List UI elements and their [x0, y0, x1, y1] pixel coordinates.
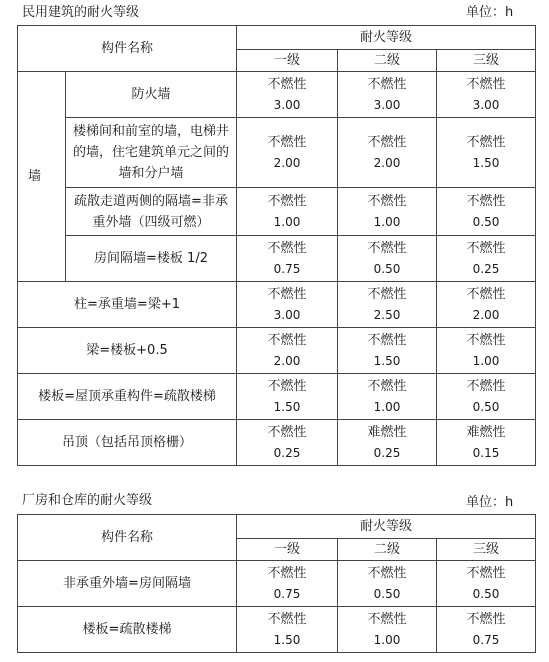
table1-cell: 不燃性 0.75 [237, 236, 338, 282]
table1-cell: 不燃性 2.00 [437, 282, 536, 328]
table2-level-3: 三级 [437, 539, 536, 561]
table1-cell: 不燃性 1.50 [338, 328, 437, 374]
table1-cell: 不燃性 0.25 [237, 420, 338, 466]
table1-cell: 不燃性 2.50 [338, 282, 437, 328]
table1-cell: 不燃性 3.00 [237, 72, 338, 118]
table1-cell: 不燃性 0.50 [338, 236, 437, 282]
table1-head-name: 构件名称 [18, 26, 237, 72]
table1-row-name: 梁=楼板+0.5 [18, 328, 237, 374]
table1-row-name: 楼板=屋顶承重构件=疏散楼梯 [18, 374, 237, 420]
table2-cell: 不燃性 0.50 [338, 561, 437, 607]
table1-cell: 不燃性 0.50 [437, 188, 536, 236]
table1-level-3: 三级 [437, 50, 536, 72]
table2-level-1: 一级 [237, 539, 338, 561]
table1-level-2: 二级 [338, 50, 437, 72]
table2-head-grade: 耐火等级 [237, 515, 536, 539]
table1-row-name: 楼梯间和前室的墙，电梯井的墙，住宅建筑单元之间的墙和分户墙 [66, 118, 237, 188]
table1-cell: 难燃性 0.15 [437, 420, 536, 466]
table1-level-1: 一级 [237, 50, 338, 72]
table1-caption: 民用建筑的耐火等级 [22, 5, 140, 20]
table2-level-2: 二级 [338, 539, 437, 561]
table1-row-name: 吊顶（包括吊顶格栅） [18, 420, 237, 466]
table2-cell: 不燃性 0.75 [437, 607, 536, 653]
table1-cell: 不燃性 2.00 [237, 118, 338, 188]
table1-cell: 不燃性 1.00 [237, 188, 338, 236]
table1-wall-group: 墙 [18, 72, 66, 282]
table1-cell: 不燃性 2.00 [338, 118, 437, 188]
table1-row-name: 防火墙 [66, 72, 237, 118]
table1-cell: 难燃性 0.25 [338, 420, 437, 466]
table2-cell: 不燃性 0.50 [437, 561, 536, 607]
table1-row-name: 柱=承重墙=梁+1 [18, 282, 237, 328]
table1-cell: 不燃性 1.00 [437, 328, 536, 374]
table2-row-name: 非承重外墙=房间隔墙 [18, 561, 237, 607]
table1-cell: 不燃性 0.25 [437, 236, 536, 282]
table1 [17, 25, 536, 466]
table1-cell: 不燃性 1.00 [338, 374, 437, 420]
table1-head-grade: 耐火等级 [237, 26, 536, 50]
table2-row-name: 楼板=疏散楼梯 [18, 607, 237, 653]
table2 [17, 514, 536, 653]
table2-cell: 不燃性 1.00 [338, 607, 437, 653]
table1-unit: 单位：h [466, 5, 514, 20]
table1-cell: 不燃性 1.00 [338, 188, 437, 236]
table1-cell: 不燃性 3.00 [338, 72, 437, 118]
table2-caption: 厂房和仓库的耐火等级 [22, 493, 153, 508]
table2-cell: 不燃性 0.75 [237, 561, 338, 607]
table2-head-name: 构件名称 [18, 515, 237, 561]
table2-cell: 不燃性 1.50 [237, 607, 338, 653]
table1-cell: 不燃性 0.50 [437, 374, 536, 420]
table1-cell: 不燃性 3.00 [237, 282, 338, 328]
table1-cell: 不燃性 3.00 [437, 72, 536, 118]
table1-cell: 不燃性 2.00 [237, 328, 338, 374]
table1-row-name: 疏散走道两侧的隔墙=非承重外墙（四级可燃） [66, 188, 237, 236]
table1-cell: 不燃性 1.50 [237, 374, 338, 420]
table2-unit: 单位：h [466, 495, 514, 510]
table1-cell: 不燃性 1.50 [437, 118, 536, 188]
table1-row-name: 房间隔墙=楼板 1/2 [66, 236, 237, 282]
